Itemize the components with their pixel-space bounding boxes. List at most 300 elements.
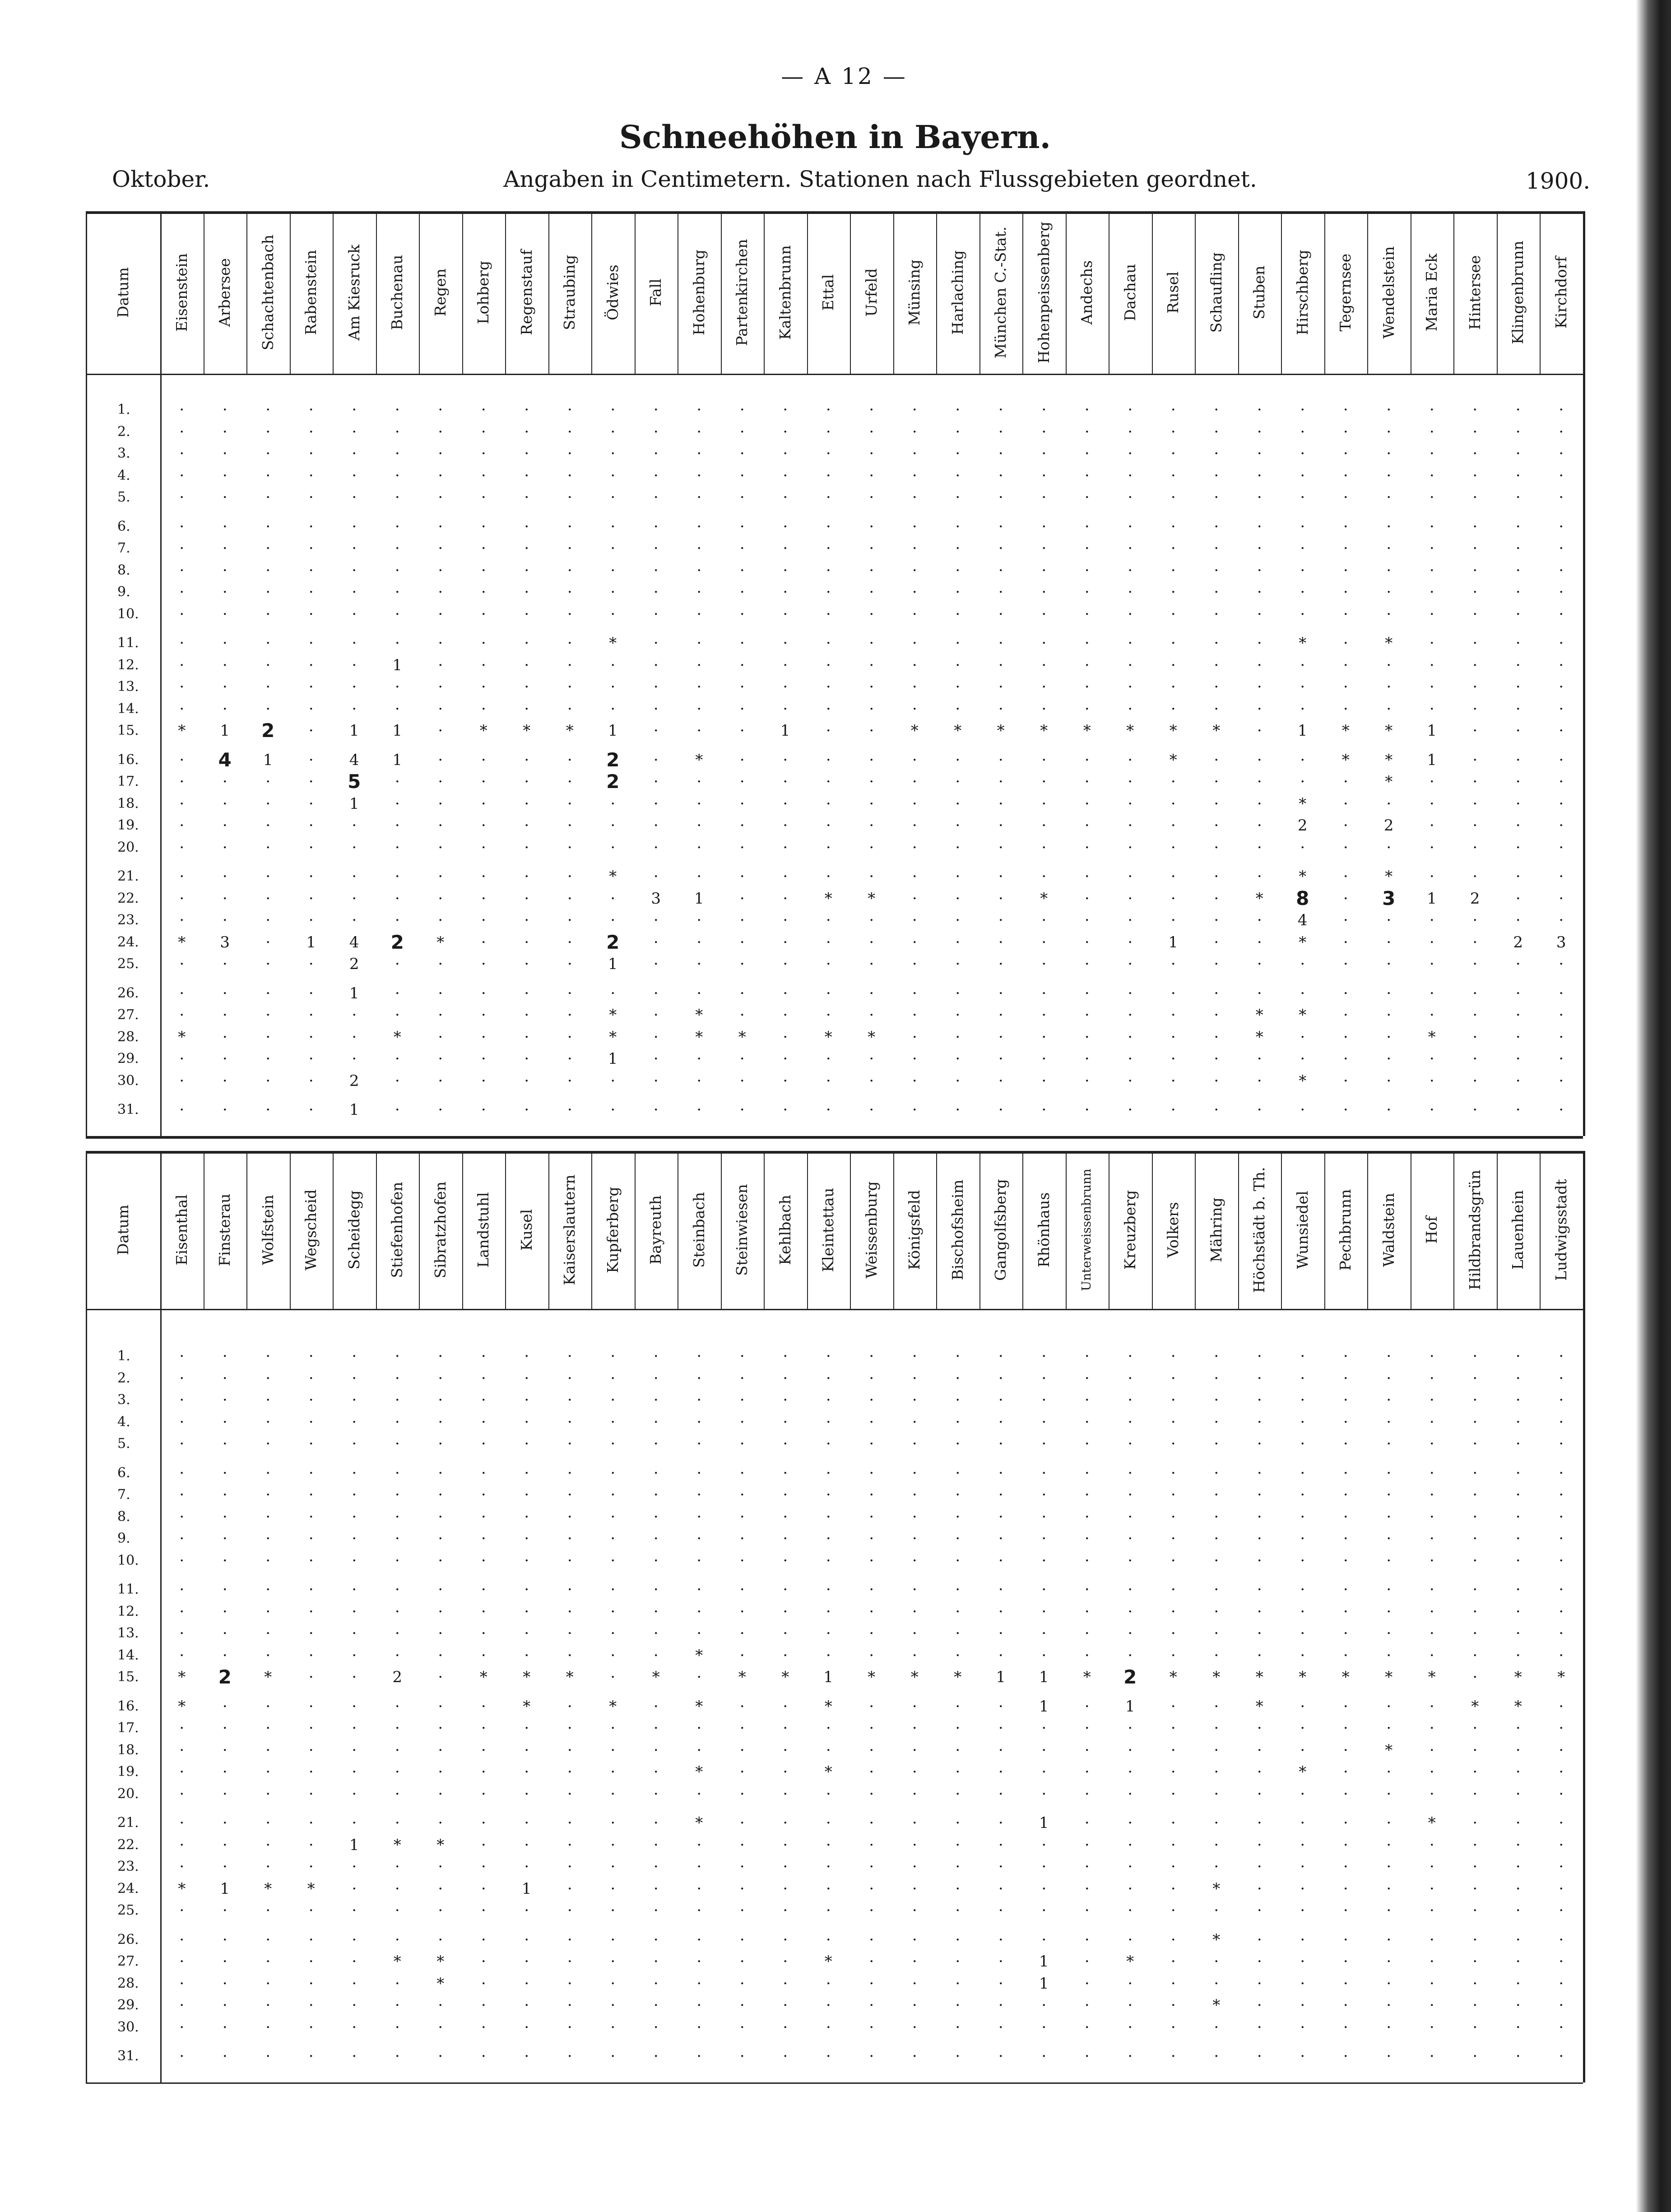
snow-value: · [1257, 1901, 1262, 1920]
snow-value: · [1559, 1101, 1564, 1119]
snow-value: · [653, 1858, 659, 1876]
snow-value: · [1343, 1551, 1348, 1570]
snow-value: · [1300, 1901, 1305, 1920]
snow-value: · [1559, 678, 1564, 696]
snow-value: · [1128, 889, 1133, 908]
snow-value: · [222, 1050, 227, 1068]
column-rule [419, 1151, 420, 1309]
snow-value: * [695, 1697, 703, 1716]
snow-value: · [1559, 1050, 1564, 1068]
snow-value: · [912, 422, 917, 441]
snow-value: · [826, 1836, 831, 1854]
snow-value: · [265, 1858, 271, 1876]
snow-value: * [1299, 1006, 1307, 1024]
snow-value: · [438, 539, 443, 557]
snow-value: · [1170, 401, 1176, 419]
snow-value: · [265, 1507, 271, 1526]
snow-value: · [352, 1006, 357, 1024]
station-header: Eisenstein [172, 253, 190, 332]
snow-value: · [1041, 955, 1047, 973]
snow-value: · [1170, 911, 1176, 929]
snow-value: · [1170, 605, 1176, 623]
snow-value: · [1214, 466, 1219, 485]
snow-value: · [179, 1435, 185, 1453]
snow-value: · [265, 1602, 271, 1621]
snow-value: * [1212, 1930, 1221, 1949]
snow-value: · [1084, 911, 1090, 929]
station-header: Landstuhl [474, 1192, 492, 1268]
snow-value: · [653, 1930, 659, 1949]
snow-value: · [481, 1435, 486, 1453]
snow-value: · [653, 1006, 659, 1024]
snow-value: · [567, 1006, 572, 1024]
snow-value: · [653, 1952, 659, 1971]
snow-value: · [1128, 488, 1133, 506]
snow-value: · [1257, 466, 1262, 485]
snow-value: · [1472, 1763, 1478, 1781]
snow-value: · [1472, 1930, 1478, 1949]
snow-value: · [998, 1646, 1003, 1665]
snow-value: · [1472, 1785, 1478, 1803]
snow-value: 1 [1039, 1697, 1049, 1716]
header-rule [86, 1309, 1583, 1310]
snow-value: · [998, 1101, 1003, 1119]
snow-value: · [524, 1930, 529, 1949]
snow-value: · [739, 634, 745, 652]
snow-value: · [352, 1646, 357, 1665]
snow-value: · [1472, 1974, 1478, 1993]
snow-value: · [1041, 1006, 1047, 1024]
snow-value: · [265, 2047, 271, 2065]
snow-value: · [1386, 1879, 1392, 1898]
snow-value: · [1386, 1530, 1392, 1548]
snow-value: · [1515, 1785, 1521, 1803]
snow-value: · [1472, 700, 1478, 718]
snow-value: · [653, 773, 659, 791]
snow-value: · [869, 1551, 874, 1570]
snow-value: * [695, 1006, 703, 1024]
snow-value: · [1343, 911, 1348, 929]
snow-value: · [265, 1101, 271, 1119]
snow-value: · [1257, 678, 1262, 696]
snow-value: · [955, 1486, 961, 1504]
snow-value: · [696, 1836, 702, 1854]
snow-value: · [610, 1101, 616, 1119]
snow-value: · [610, 656, 616, 674]
snow-value: · [395, 466, 400, 485]
snow-value: · [1300, 466, 1305, 485]
snow-value: · [869, 867, 874, 886]
snow-value: · [1300, 2018, 1305, 2036]
snow-value: · [222, 1101, 227, 1119]
snow-value: · [1041, 1435, 1047, 1453]
snow-value: · [1170, 634, 1176, 652]
snow-value: · [1515, 1347, 1521, 1365]
snow-value: · [826, 1741, 831, 1759]
snow-value: · [395, 1050, 400, 1068]
snow-value: · [438, 1785, 443, 1803]
snow-value: · [179, 561, 185, 580]
snow-value: · [912, 1697, 917, 1716]
snow-value: · [352, 422, 357, 441]
snow-value: · [1300, 1602, 1305, 1621]
snow-value: · [308, 1741, 314, 1759]
snow-value: · [696, 1369, 702, 1387]
snow-value: · [783, 700, 788, 718]
snow-value: · [1429, 2047, 1434, 2065]
snow-value: · [308, 1101, 314, 1119]
snow-value: · [1515, 1486, 1521, 1504]
snow-value: · [1472, 1507, 1478, 1526]
snow-value: · [1041, 445, 1047, 463]
snow-value: · [1386, 401, 1392, 419]
snow-value: · [1515, 889, 1521, 908]
snow-value: · [826, 1071, 831, 1090]
snow-value: · [783, 889, 788, 908]
day-label: 20. [117, 1785, 139, 1802]
snow-value: · [481, 605, 486, 623]
snow-value: · [1559, 1435, 1564, 1453]
snow-value: · [869, 1814, 874, 1832]
snow-value: · [1515, 1719, 1521, 1737]
subtitle: Angaben in Centimetern. Stationen nach Flussgebieten geordnet. [503, 166, 1257, 192]
snow-value: · [696, 1879, 702, 1898]
snow-value: * [695, 751, 703, 769]
column-rule [721, 1151, 722, 1309]
snow-value: · [1472, 838, 1478, 857]
snow-value: · [438, 955, 443, 973]
snow-value: · [1472, 561, 1478, 580]
snow-value: · [1559, 816, 1564, 835]
snow-value: · [826, 794, 831, 813]
snow-value: * [954, 722, 962, 740]
snow-value: * [1212, 722, 1221, 740]
snow-value: · [524, 1719, 529, 1737]
snow-value: · [1041, 656, 1047, 674]
snow-value: · [1559, 794, 1564, 813]
snow-value: · [783, 1581, 788, 1599]
snow-value: · [1559, 488, 1564, 506]
snow-value: · [1041, 517, 1047, 536]
snow-value: 1 [1039, 1952, 1049, 1971]
snow-value: · [1300, 1347, 1305, 1365]
snow-value: · [1343, 1006, 1348, 1024]
snow-value: · [524, 1530, 529, 1548]
snow-value: · [1084, 933, 1090, 951]
snow-value: * [1083, 722, 1091, 740]
snow-value: 2 [1123, 1666, 1137, 1688]
snow-value: · [998, 1391, 1003, 1409]
snow-value: · [696, 1858, 702, 1876]
snow-value: · [1429, 1930, 1434, 1949]
snow-value: · [955, 1413, 961, 1431]
snow-value: · [1559, 583, 1564, 601]
snow-value: · [308, 2047, 314, 2065]
snow-value: · [1472, 466, 1478, 485]
snow-value: · [912, 1391, 917, 1409]
snow-value: · [1515, 1901, 1521, 1920]
snow-value: · [1257, 1101, 1262, 1119]
snow-value: · [1386, 1901, 1392, 1920]
snow-value: · [222, 1996, 227, 2014]
snow-value: · [438, 1551, 443, 1570]
snow-value: · [308, 1050, 314, 1068]
snow-value: · [1429, 1858, 1434, 1876]
snow-value: · [1472, 1858, 1478, 1876]
snow-value: · [783, 1071, 788, 1090]
station-header: Am Kiesruck [345, 244, 363, 341]
snow-value: · [1214, 1530, 1219, 1548]
snow-value: · [265, 867, 271, 886]
snow-value: · [1041, 751, 1047, 769]
snow-value: · [222, 1952, 227, 1971]
snow-value: · [567, 1050, 572, 1068]
snow-value: · [826, 1050, 831, 1068]
snow-value: · [955, 1952, 961, 1971]
snow-value: · [1472, 1624, 1478, 1642]
snow-value: · [1041, 634, 1047, 652]
snow-value: · [739, 955, 745, 973]
snow-value: · [1170, 1581, 1176, 1599]
snow-value: · [1300, 773, 1305, 791]
snow-value: · [265, 1486, 271, 1504]
snow-value: · [739, 794, 745, 813]
snow-value: · [912, 539, 917, 557]
snow-value: · [265, 1391, 271, 1409]
snow-value: · [1472, 1952, 1478, 1971]
snow-value: · [739, 722, 745, 740]
snow-value: · [524, 1763, 529, 1781]
snow-value: · [1128, 1486, 1133, 1504]
snow-value: · [1041, 1101, 1047, 1119]
snow-value: · [1128, 1347, 1133, 1365]
snow-value: · [1257, 838, 1262, 857]
snow-value: · [179, 1530, 185, 1548]
snow-value: · [1559, 1602, 1564, 1621]
snow-value: · [524, 1741, 529, 1759]
snow-value: · [1559, 751, 1564, 769]
snow-value: · [869, 2018, 874, 2036]
snow-value: 2 [261, 719, 275, 742]
snow-value: · [1300, 1050, 1305, 1068]
snow-value: · [1515, 700, 1521, 718]
station-header: Wegscheid [302, 1189, 320, 1271]
snow-value: · [352, 1785, 357, 1803]
snow-value: · [567, 1697, 572, 1716]
snow-value: · [1429, 794, 1434, 813]
snow-value: · [912, 1624, 917, 1642]
snow-value: · [1386, 1071, 1392, 1090]
snow-value: · [567, 539, 572, 557]
snow-value: · [912, 1901, 917, 1920]
snow-value: · [1429, 583, 1434, 601]
snow-value: · [610, 816, 616, 835]
snow-value: · [524, 838, 529, 857]
snow-value: · [1170, 656, 1176, 674]
snow-value: · [395, 605, 400, 623]
snow-value: · [1300, 445, 1305, 463]
snow-value: · [438, 1347, 443, 1365]
snow-value: · [955, 911, 961, 929]
snow-value: · [438, 1006, 443, 1024]
snow-value: * [695, 1763, 703, 1781]
snow-value: · [265, 1901, 271, 1920]
snow-value: · [481, 1369, 486, 1387]
snow-value: · [567, 1996, 572, 2014]
column-rule [1152, 211, 1153, 374]
snow-value: · [308, 1347, 314, 1365]
snow-value: · [653, 933, 659, 951]
snow-value: · [1343, 1391, 1348, 1409]
snow-value: · [308, 1646, 314, 1665]
snow-value: · [1386, 911, 1392, 929]
snow-value: · [1214, 816, 1219, 835]
snow-value: · [1300, 1646, 1305, 1665]
snow-value: · [524, 1952, 529, 1971]
station-header: Schaufling [1207, 252, 1225, 333]
snow-value: · [869, 2047, 874, 2065]
snow-value: · [567, 1581, 572, 1599]
snow-value: · [1300, 1530, 1305, 1548]
snow-value: · [739, 984, 745, 1002]
snow-value: · [696, 911, 702, 929]
snow-value: · [1386, 1391, 1392, 1409]
snow-value: * [1341, 722, 1350, 740]
snow-value: · [438, 816, 443, 835]
snow-value: · [265, 700, 271, 718]
snow-value: 1 [694, 889, 704, 908]
snow-value: · [869, 1486, 874, 1504]
snow-value: · [1343, 1486, 1348, 1504]
snow-value: · [1343, 1464, 1348, 1482]
snow-value: · [912, 1974, 917, 1993]
snow-value: * [997, 722, 1005, 740]
snow-value: · [1515, 2018, 1521, 2036]
snow-value: · [653, 1879, 659, 1898]
snow-value: · [955, 1050, 961, 1068]
snow-value: * [1299, 933, 1307, 951]
snow-value: · [222, 1347, 227, 1365]
snow-value: · [653, 539, 659, 557]
station-header: Mähring [1207, 1197, 1225, 1262]
snow-value: · [1429, 466, 1434, 485]
snow-value: · [1257, 1530, 1262, 1548]
snow-value: · [912, 1369, 917, 1387]
snow-value: 2 [1513, 933, 1523, 951]
snow-value: · [826, 2047, 831, 2065]
snow-value: · [783, 1369, 788, 1387]
snow-value: · [1515, 1530, 1521, 1548]
snow-value: · [653, 1581, 659, 1599]
snow-value: · [524, 1101, 529, 1119]
snow-value: · [438, 401, 443, 419]
snow-value: · [1515, 1763, 1521, 1781]
snow-value: · [1041, 1624, 1047, 1642]
snow-value: · [265, 1435, 271, 1453]
snow-value: · [826, 722, 831, 740]
snow-value: · [1515, 911, 1521, 929]
snow-value: · [653, 1836, 659, 1854]
snow-value: · [826, 1347, 831, 1365]
snow-value: · [1472, 751, 1478, 769]
snow-value: · [1472, 794, 1478, 813]
column-rule [1367, 1151, 1368, 1309]
snow-value: · [869, 1101, 874, 1119]
snow-value: · [739, 1507, 745, 1526]
column-rule [1540, 211, 1541, 374]
snow-value: * [436, 1974, 445, 1993]
snow-value: · [1386, 488, 1392, 506]
snow-value: · [955, 1435, 961, 1453]
snow-value: 2 [1383, 816, 1394, 835]
snow-value: · [1170, 1369, 1176, 1387]
snow-value: · [1429, 1507, 1434, 1526]
snow-value: · [739, 1814, 745, 1832]
day-label: 17. [117, 1720, 139, 1736]
snow-value: · [1343, 678, 1348, 696]
snow-value: · [783, 605, 788, 623]
snow-value: · [1084, 700, 1090, 718]
station-header: Regenstauf [517, 250, 535, 335]
snow-value: · [1472, 1602, 1478, 1621]
snow-value: · [1300, 1719, 1305, 1737]
snow-value: · [610, 1071, 616, 1090]
snow-value: · [438, 2018, 443, 2036]
snow-value: · [1128, 955, 1133, 973]
snow-value: · [696, 1719, 702, 1737]
snow-value: · [1472, 401, 1478, 419]
snow-value: * [1428, 1668, 1436, 1686]
snow-value: · [308, 1071, 314, 1090]
snow-value: · [352, 1697, 357, 1716]
snow-value: · [869, 984, 874, 1002]
snow-value: · [1128, 1719, 1133, 1737]
snow-value: · [955, 773, 961, 791]
snow-value: · [1300, 1028, 1305, 1046]
snow-value: · [179, 1974, 185, 1993]
snow-value: · [610, 422, 616, 441]
snow-value: · [524, 1050, 529, 1068]
snow-value: · [1214, 561, 1219, 580]
snow-value: · [783, 1028, 788, 1046]
snow-value: · [265, 1624, 271, 1642]
snow-value: · [481, 816, 486, 835]
snow-value: · [912, 838, 917, 857]
day-label: 31. [117, 2048, 139, 2064]
snow-value: * [479, 1668, 487, 1686]
snow-value: · [912, 955, 917, 973]
snow-value: · [1084, 1996, 1090, 2014]
snow-value: · [481, 1581, 486, 1599]
snow-value: · [869, 816, 874, 835]
snow-value: · [826, 911, 831, 929]
snow-value: · [783, 1347, 788, 1365]
snow-value: · [481, 955, 486, 973]
day-label: 6. [117, 1465, 130, 1481]
snow-value: · [1257, 867, 1262, 886]
snow-value: · [696, 1785, 702, 1803]
snow-value: · [1128, 1530, 1133, 1548]
snow-value: · [610, 1464, 616, 1482]
day-label: 28. [117, 1029, 139, 1045]
snow-value: · [1515, 1996, 1521, 2014]
snow-value: · [1041, 1785, 1047, 1803]
snow-value: · [1429, 1741, 1434, 1759]
snow-value: · [567, 1391, 572, 1409]
snow-value: · [1559, 656, 1564, 674]
snow-value: · [998, 1785, 1003, 1803]
snow-value: * [868, 889, 876, 908]
